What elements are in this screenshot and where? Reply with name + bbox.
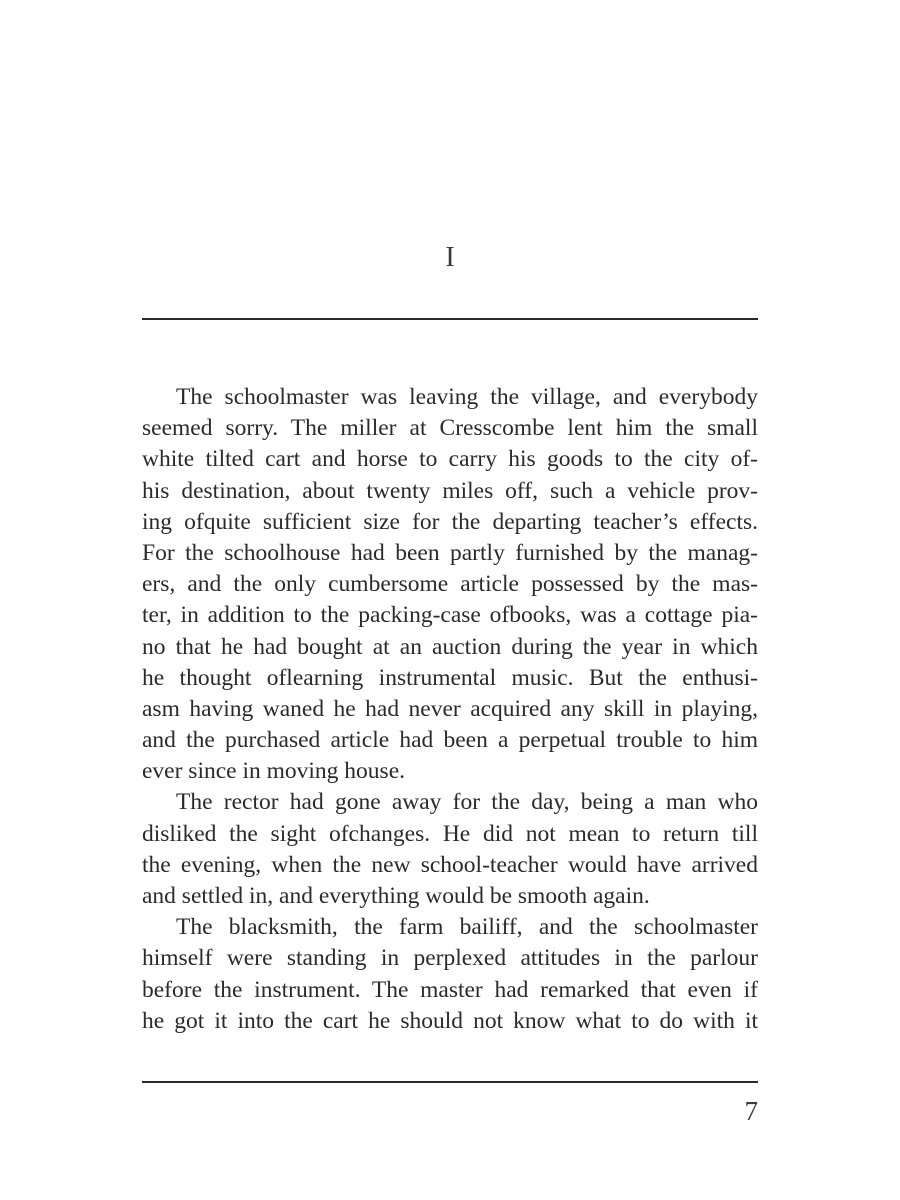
text-line: disliked the sight ofchanges. He did not mean to return till: [142, 820, 758, 847]
text-line: For the schoolhouse had been partly furnished by the manag-: [142, 539, 758, 566]
text-line: The schoolmaster was leaving the village, and everybody: [176, 384, 758, 410]
header-rule: [142, 318, 758, 320]
chapter-number: I: [445, 242, 455, 273]
page-number: 7: [744, 1096, 758, 1126]
text-line: his destination, about twenty miles off, such a vehicle prov-: [142, 477, 758, 504]
footer-rule: [142, 1081, 758, 1083]
text-line: himself were standing in perplexed attitudes in the parlour: [142, 945, 758, 972]
text-line: and settled in, and everything would be smooth again.: [142, 883, 650, 909]
text-line: The rector had gone away for the day, being a man who: [176, 789, 758, 816]
text-line: ers, and the only cumbersome article possessed by the mas-: [142, 571, 758, 598]
text-line: ter, in addition to the packing-case ofbooks, was a cottage pia-: [142, 602, 758, 629]
text-line: ever since in moving house.: [142, 758, 406, 785]
text-line: asm having waned he had never acquired any skill in playing,: [142, 695, 758, 722]
text-line: white tilted cart and horse to carry his goods to the city of-: [142, 446, 758, 473]
text-line: seemed sorry. The miller at Cresscombe lent him the small: [142, 415, 758, 442]
text-line: The blacksmith, the farm bailiff, and the schoolmaster: [176, 914, 758, 941]
text-line: ing ofquite sufficient size for the departing teacher’s effects.: [142, 508, 758, 535]
text-line: he thought oflearning instrumental music. But the enthusi-: [142, 664, 758, 691]
text-line: the evening, when the new school-teacher would have arrived: [142, 851, 758, 878]
text-line: and the purchased article had been a perpetual trouble to him: [142, 727, 758, 754]
body-text: [142, 382, 758, 1062]
text-line: before the instrument. The master had remarked that even if: [142, 976, 758, 1003]
text-line: he got it into the cart he should not know what to do with it: [142, 1007, 758, 1034]
text-line: no that he had bought at an auction during the year in which: [142, 633, 758, 660]
